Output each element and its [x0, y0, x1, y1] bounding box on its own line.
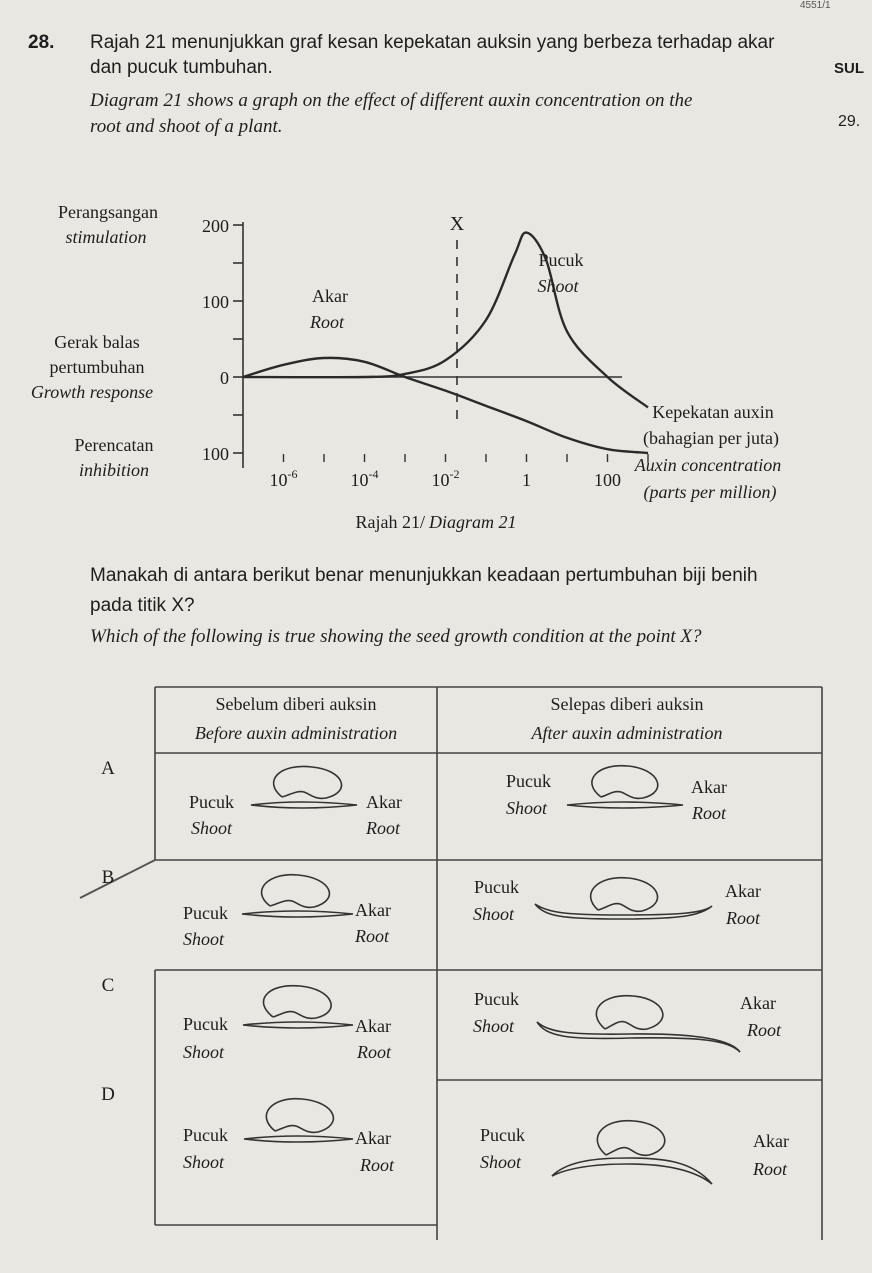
svg-text:Pucuk: Pucuk [480, 1125, 525, 1145]
page-code: 4551/1 [800, 0, 831, 11]
svg-text:Akar: Akar [740, 993, 776, 1013]
option-letter-a: A [101, 758, 115, 779]
side-code: SUL [834, 60, 864, 77]
seedling-icon [537, 996, 740, 1052]
series-line-shoot [243, 233, 648, 408]
xlabel-ms-2: (bahagian per juta) [643, 428, 779, 448]
header-after-ms: Selepas diberi auksin [550, 694, 704, 714]
series-label-root-ms: Akar [312, 286, 348, 306]
y-tick-marks [233, 225, 243, 453]
x-tick-label: $10^{-4}$ [350, 467, 379, 490]
series-label-root-en: Root [310, 312, 344, 332]
svg-text:Shoot: Shoot [183, 1042, 225, 1062]
x-tick-label: $10^{-2}$ [431, 467, 460, 490]
options-table [0, 680, 872, 1273]
svg-text:Akar: Akar [355, 1128, 391, 1148]
option-c-after-cell [473, 989, 782, 1052]
svg-text:Pucuk: Pucuk [183, 1014, 228, 1034]
question-number: 28. [28, 32, 55, 53]
header-after-en: After auxin administration [531, 723, 723, 743]
svg-text:Root: Root [726, 908, 760, 928]
question-stem-ms-2: dan pucuk tumbuhan. [90, 57, 273, 78]
option-a-after-cell [506, 766, 727, 823]
option-letter-c: C [101, 975, 115, 996]
svg-text:Pucuk: Pucuk [474, 877, 519, 897]
svg-text:Akar: Akar [366, 792, 402, 812]
svg-text:Root: Root [360, 1155, 394, 1175]
caption-ms: Rajah 21/ [355, 512, 425, 532]
svg-text:Pucuk: Pucuk [506, 771, 551, 791]
header-before-en: Before auxin administration [194, 723, 398, 743]
svg-text:Root: Root [355, 926, 389, 946]
auxin-graph [0, 180, 872, 540]
seedling-icon [243, 986, 353, 1028]
svg-text:Shoot: Shoot [183, 1152, 225, 1172]
option-b-after-cell [473, 877, 761, 928]
series-line-root [243, 358, 648, 453]
option-letter-b: B [101, 867, 115, 888]
ylabel-inhibition-ms: Perencatan [74, 435, 154, 455]
series-label-shoot-ms: Pucuk [538, 250, 584, 270]
svg-text:Akar: Akar [355, 900, 391, 920]
series-label-shoot-en: Shoot [537, 276, 579, 296]
svg-text:Akar: Akar [753, 1131, 789, 1151]
seedling-icon [251, 766, 357, 808]
svg-text:Shoot: Shoot [183, 929, 225, 949]
svg-text:Root: Root [366, 818, 400, 838]
svg-text:Root: Root [753, 1159, 787, 1179]
option-b-before-cell [183, 875, 391, 949]
ask-ms-1: Manakah di antara berikut benar menunjukkan keadaan pertumbuhan biji benih [90, 565, 758, 586]
seedling-icon [535, 878, 712, 919]
question-stem-en-1: Diagram 21 shows a graph on the effect of different auxin concentration on the [90, 90, 693, 111]
question-stem-en-2: root and shoot of a plant. [90, 116, 283, 137]
ylabel-growth-ms-2: pertumbuhan [49, 357, 145, 377]
option-d-after-cell [480, 1121, 789, 1184]
question-stem-ms-1: Rajah 21 menunjukkan graf kesan kepekatan auksin yang berbeza terhadap akar [90, 32, 775, 53]
svg-text:Shoot: Shoot [473, 1016, 515, 1036]
svg-text:Pucuk: Pucuk [189, 792, 234, 812]
svg-text:Root: Root [357, 1042, 391, 1062]
scribble-mark [80, 860, 155, 898]
y-tick-label: 100 [202, 444, 229, 464]
ylabel-stimulation-ms: Perangsangan [58, 202, 158, 222]
y-tick-label: 100 [202, 292, 229, 312]
header-before-ms: Sebelum diberi auksin [215, 694, 377, 714]
svg-text:Pucuk: Pucuk [183, 903, 228, 923]
ask-en: Which of the following is true showing the seed growth condition at the point X? [90, 626, 702, 647]
caption-en: Diagram 21 [429, 512, 517, 532]
svg-text:Shoot: Shoot [480, 1152, 522, 1172]
next-question-number: 29. [838, 113, 861, 130]
svg-text:Pucuk: Pucuk [474, 989, 519, 1009]
ylabel-stimulation-en: stimulation [65, 227, 147, 247]
seedling-icon [567, 766, 683, 808]
option-d-before-cell [183, 1099, 395, 1175]
option-letter-d: D [101, 1084, 115, 1105]
y-tick-label: 200 [202, 216, 229, 236]
xlabel-en-2: (parts per million) [643, 482, 777, 502]
option-c-before-cell [183, 986, 392, 1062]
seedling-icon [244, 1099, 353, 1142]
x-tick-marks [284, 454, 649, 462]
y-tick-label: 0 [220, 368, 229, 388]
ask-ms-2: pada titik X? [90, 595, 195, 616]
svg-text:Root: Root [692, 803, 726, 823]
svg-text:Root: Root [747, 1020, 781, 1040]
ylabel-growth-en: Growth response [30, 382, 154, 402]
svg-text:Shoot: Shoot [473, 904, 515, 924]
svg-text:Akar: Akar [355, 1016, 391, 1036]
seedling-icon [242, 875, 353, 917]
seedling-icon [552, 1121, 712, 1184]
svg-text:Shoot: Shoot [191, 818, 233, 838]
svg-text:Akar: Akar [725, 881, 761, 901]
xlabel-ms-1: Kepekatan auxin [652, 402, 774, 422]
x-tick-label: 100 [594, 470, 621, 490]
point-x-label: X [449, 213, 465, 235]
svg-text:Pucuk: Pucuk [183, 1125, 228, 1145]
x-tick-label: 1 [522, 470, 531, 490]
xlabel-en-1: Auxin concentration [634, 455, 782, 475]
option-a-before-cell [189, 766, 402, 838]
ylabel-inhibition-en: inhibition [78, 460, 150, 480]
ylabel-growth-ms-1: Gerak balas [54, 332, 140, 352]
svg-text:Akar: Akar [691, 777, 727, 797]
x-tick-label: $10^{-6}$ [269, 467, 298, 490]
svg-text:Shoot: Shoot [506, 798, 548, 818]
